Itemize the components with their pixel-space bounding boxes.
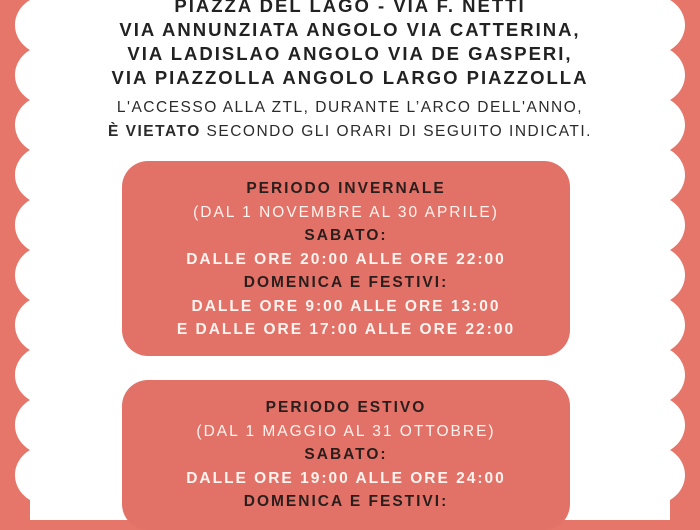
summer-period-card — [122, 380, 570, 530]
summer-title: PERIODO ESTIVO — [265, 399, 427, 416]
street-line: PIAZZA DEL LAGO - VIA F. NETTI — [174, 0, 526, 16]
street-line: VIA PIAZZOLLA ANGOLO LARGO PIAZZOLLA — [111, 67, 589, 88]
summer-holiday-label: DOMENICA E FESTIVI: — [243, 493, 449, 510]
prohibited-emphasis: È VIETATO — [108, 123, 201, 140]
summer-saturday-label: SABATO: — [304, 446, 388, 463]
notice-line-2 — [0, 120, 700, 144]
winter-holiday-hours-1: DALLE ORE 9:00 ALLE ORE 13:00 — [191, 297, 501, 315]
winter-holiday-label: DOMENICA E FESTIVI: — [243, 274, 449, 291]
winter-holiday-hours-2: E DALLE ORE 17:00 ALLE ORE 22:00 — [176, 321, 516, 338]
streets-header — [0, 0, 700, 90]
winter-title: PERIODO INVERNALE — [246, 180, 446, 197]
winter-saturday-hours: DALLE ORE 20:00 ALLE ORE 22:00 — [186, 250, 506, 268]
summer-saturday-hours: DALLE ORE 19:00 ALLE ORE 24:00 — [186, 469, 506, 487]
notice-line-1: L'ACCESSO ALLA ZTL, DURANTE L’ARCO DELL'ANNO, — [116, 99, 584, 116]
access-notice — [0, 96, 700, 144]
summer-date-range: (DAL 1 MAGGIO AL 31 OTTOBRE) — [196, 422, 496, 440]
winter-date-range: (DAL 1 NOVEMBRE AL 30 APRILE) — [193, 203, 499, 221]
winter-saturday-label: SABATO: — [304, 227, 388, 244]
notice-line-2-rest: SECONDO GLI ORARI DI SEGUITO INDICATI. — [200, 123, 592, 140]
street-line: VIA LADISLAO ANGOLO VIA DE GASPERI, — [127, 43, 573, 64]
street-line: VIA ANNUNZIATA ANGOLO VIA CATTERINA, — [119, 19, 581, 40]
winter-period-card — [122, 161, 570, 356]
